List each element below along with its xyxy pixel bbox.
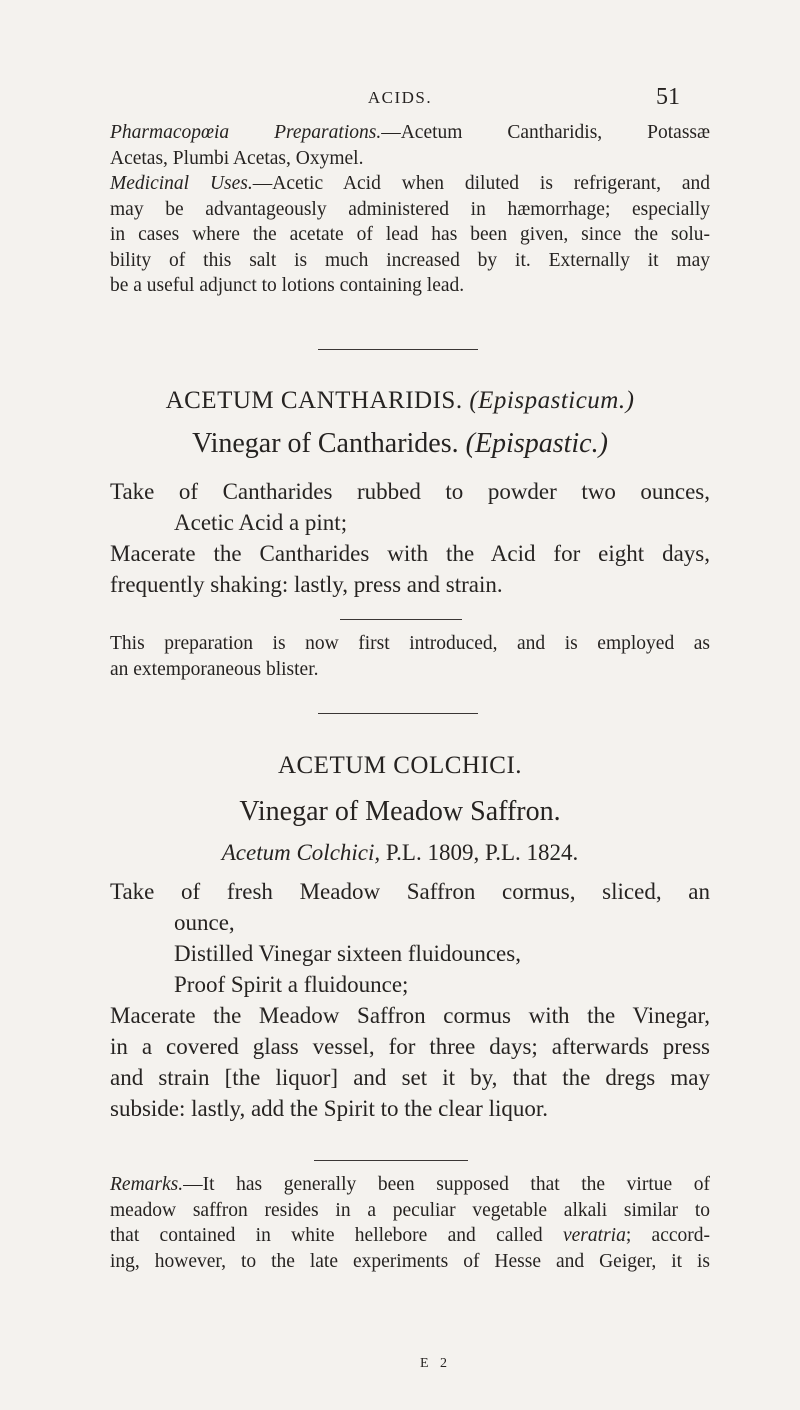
remarks-line: meadow saffron resides in a peculiar vegetable alkali similar to	[110, 1199, 710, 1221]
remarks-line: Remarks.—It has generally been supposed that the virtue of	[110, 1174, 710, 1195]
colchici-latin-heading: ACETUM COLCHICI.	[277, 752, 523, 779]
recipe-line: subside: lastly, add the Spirit to the clear liquor.	[110, 1096, 548, 1121]
recipe-line: in a covered glass vessel, for three days; afterwards press	[110, 1034, 710, 1059]
uses-label: Medicinal Uses.	[110, 173, 253, 194]
cantharidis-recipe	[110, 476, 710, 600]
page-number: 51	[656, 84, 680, 110]
prep-line	[110, 120, 710, 146]
recipe-line: ounce,	[174, 910, 235, 935]
cantharidis-latin-heading: ACETUM CANTHARIDIS. (Epispasticum.)	[165, 387, 635, 414]
note-rule	[340, 619, 462, 620]
uses-line-5: be a useful adjunct to lotions containing lead.	[110, 275, 465, 296]
signature-mark: E 2	[420, 1356, 452, 1371]
cantharidis-english-heading: Vinegar of Cantharides. (Epispastic.)	[192, 428, 608, 459]
recipe-line: Macerate the Meadow Saffron cormus with the Vinegar,	[110, 1003, 710, 1028]
recipe-line: and strain [the liquor] and set it by, that the dregs may	[110, 1065, 710, 1090]
section-rule	[318, 713, 478, 714]
running-head	[0, 84, 800, 114]
cantharidis-note	[110, 631, 710, 682]
prep-text: —Acetum Cantharidis, Potassæ	[381, 122, 710, 143]
uses-line-4: bility of this salt is much increased by it. Externally it may	[110, 249, 710, 271]
recipe-line: frequently shaking: lastly, press and strain.	[110, 572, 503, 597]
running-title: ACIDS.	[367, 88, 433, 107]
prep-line-2: Acetas, Plumbi Acetas, Oxymel.	[110, 147, 364, 169]
colchici-remarks	[110, 1172, 710, 1274]
recipe-line: Acetic Acid a pint;	[174, 510, 348, 535]
colchici-english-heading: Vinegar of Meadow Saffron.	[239, 796, 561, 827]
remarks-label: Remarks.	[110, 1174, 184, 1195]
recipe-line: Take of fresh Meadow Saffron cormus, sliced, an	[110, 879, 710, 904]
intro-section	[110, 120, 710, 299]
uses-line-3: in cases where the acetate of lead has been given, since the solu-	[110, 224, 710, 245]
uses-line-1: Medicinal Uses.—Acetic Acid when diluted is refrigerant, and	[110, 173, 710, 194]
note-line: This preparation is now first introduced, and is employed as	[110, 633, 710, 654]
recipe-line: Macerate the Cantharides with the Acid for eight days,	[110, 541, 710, 566]
remarks-line: ing, however, to the late experiments of Hesse and Geiger, it is	[110, 1250, 710, 1272]
uses-line-2: may be advantageously administered in hæmorrhage; especially	[110, 198, 710, 220]
remarks-line: that contained in white hellebore and called veratria; accord-	[110, 1225, 711, 1246]
recipe-line: Proof Spirit a fluidounce;	[174, 972, 409, 997]
note-line: an extemporaneous blister.	[110, 658, 319, 680]
prep-label: Pharmacopœia Preparations.	[110, 122, 382, 143]
remarks-rule	[314, 1160, 468, 1161]
section-rule	[318, 349, 478, 350]
recipe-line: Distilled Vinegar sixteen fluidounces,	[174, 941, 521, 966]
colchici-recipe	[110, 876, 710, 1124]
colchici-synonym: Acetum Colchici, P.L. 1809, P.L. 1824.	[221, 840, 579, 865]
recipe-line: Take of Cantharides rubbed to powder two ounces,	[110, 479, 710, 504]
